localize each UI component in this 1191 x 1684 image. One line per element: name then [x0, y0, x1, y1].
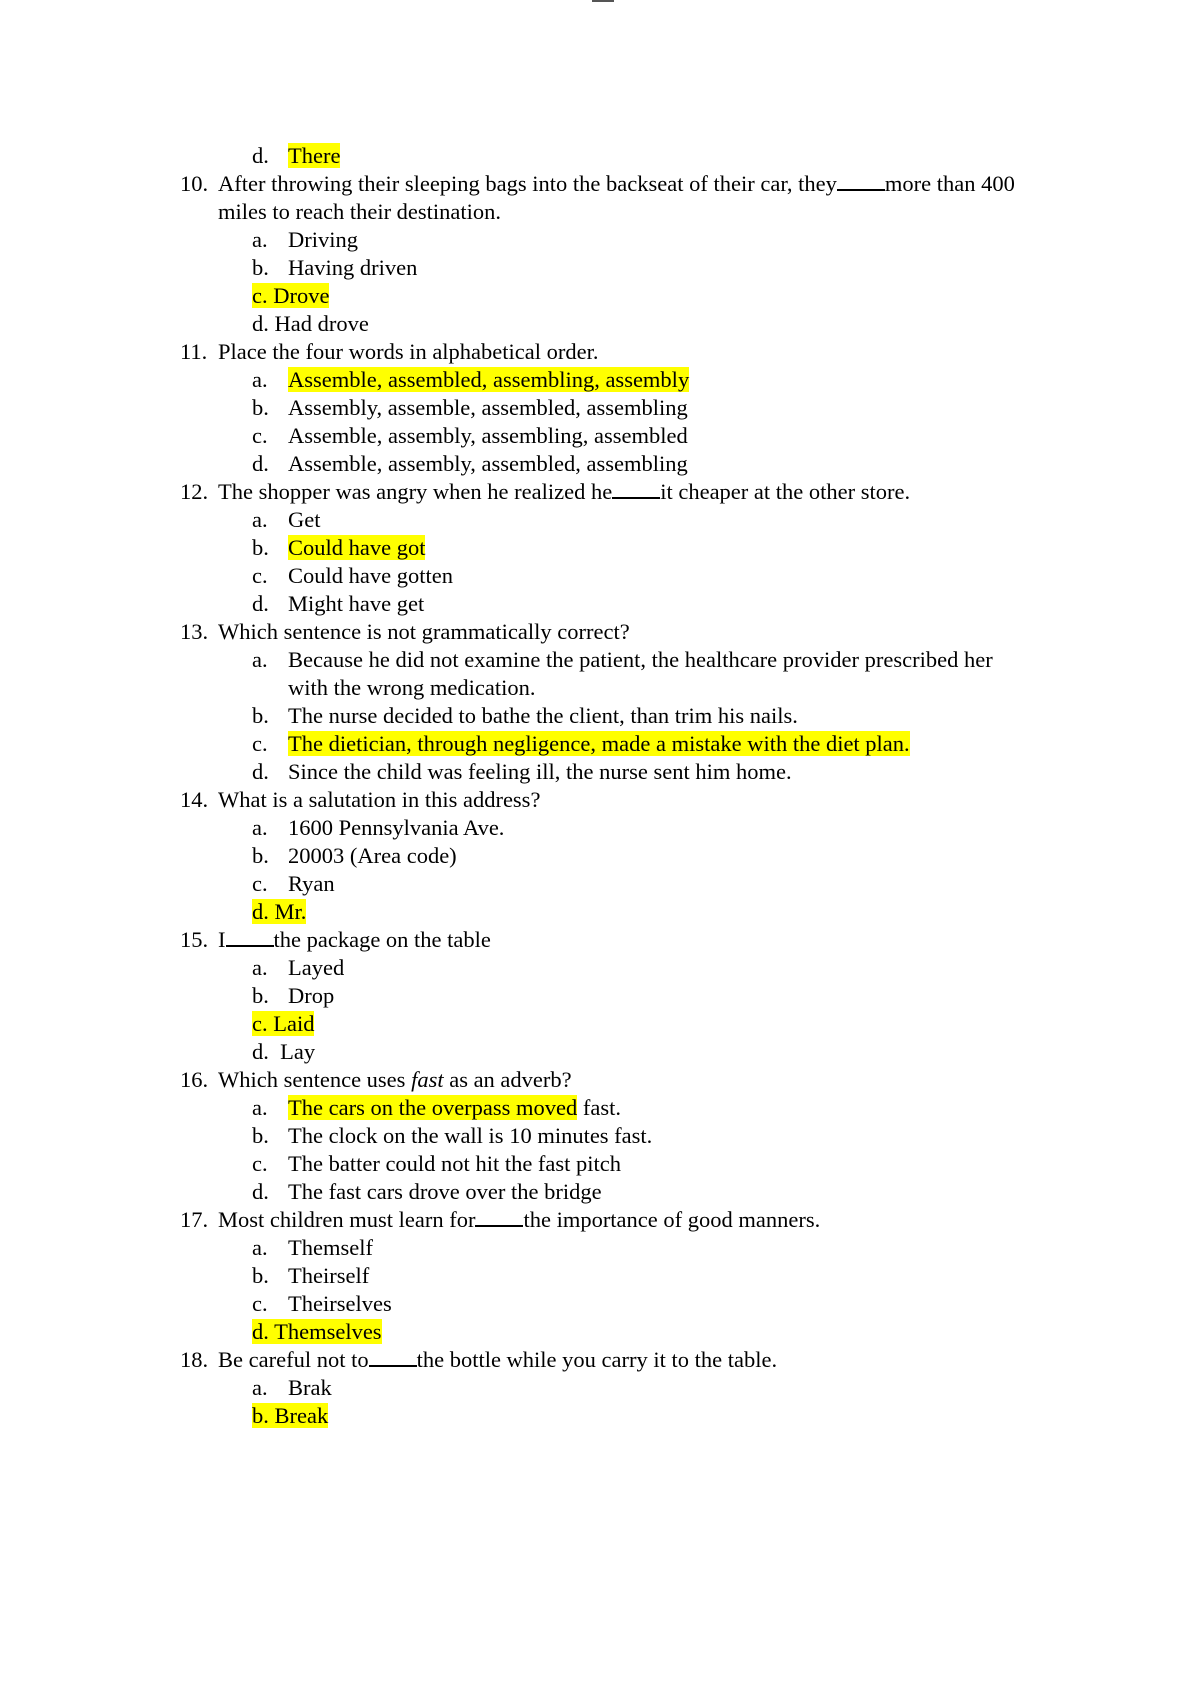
- option-line: [252, 842, 457, 870]
- option-letter: d.: [252, 1179, 269, 1204]
- option-letter: a.: [252, 1235, 268, 1260]
- option-text: Themself: [288, 1235, 373, 1260]
- question-text-after: the importance of good manners.: [523, 1207, 821, 1232]
- question-text-after: as an adverb?: [449, 1067, 572, 1092]
- option-letter: b.: [252, 1403, 269, 1428]
- option-letter: b.: [252, 535, 269, 560]
- header-mark: [592, 0, 614, 2]
- option-letter: b.: [252, 983, 269, 1008]
- question-10: [180, 170, 1015, 198]
- option-line: [252, 954, 344, 982]
- option-text: The fast cars drove over the bridge: [288, 1179, 602, 1204]
- option-line: [252, 730, 910, 758]
- question-15: [180, 926, 491, 954]
- option-line: [252, 422, 688, 450]
- option-letter: d.: [252, 143, 269, 168]
- question-text: Most children must learn for: [218, 1207, 476, 1232]
- option-line: [252, 1150, 621, 1178]
- option-text: Ryan: [288, 871, 335, 896]
- option-text-tail: fast.: [582, 1095, 622, 1120]
- question-number: 14.: [180, 787, 209, 812]
- option-text-highlighted: The dietician, through negligence, made a mistake with the diet plan.: [288, 731, 910, 756]
- option-line: [252, 1318, 382, 1346]
- option-text: Assembly, assemble, assembled, assembling: [288, 395, 688, 420]
- option-text: Assemble, assembly, assembled, assembling: [288, 451, 688, 476]
- option-text: Layed: [288, 955, 345, 980]
- option-letter: d.: [252, 1039, 269, 1064]
- option-highlighted: [252, 283, 329, 308]
- question-text-after: it cheaper at the other store.: [660, 479, 911, 504]
- option-line: [252, 450, 688, 478]
- answer-blank: [226, 927, 274, 947]
- option-continuation: with the wrong medication.: [288, 675, 536, 700]
- option-text: Brak: [288, 1375, 332, 1400]
- option-letter: a.: [252, 955, 268, 980]
- option-letter: b.: [252, 255, 269, 280]
- option-letter: c.: [252, 1291, 268, 1316]
- question-16: [180, 1066, 572, 1094]
- option-letter: b.: [252, 703, 269, 728]
- option-text: Having driven: [288, 255, 418, 280]
- question-text: Place the four words in alphabetical order.: [218, 339, 599, 364]
- option-letter: a.: [252, 227, 268, 252]
- option-text: Driving: [288, 227, 358, 252]
- option-line: [252, 758, 792, 786]
- question-text: Which sentence uses: [218, 1067, 406, 1092]
- option-text: 1600 Pennsylvania Ave.: [288, 815, 505, 840]
- option-line: [252, 982, 334, 1010]
- option-highlighted: [252, 1011, 314, 1036]
- option-text-highlighted: The cars on the overpass moved: [288, 1095, 578, 1120]
- question-number: 18.: [180, 1347, 209, 1372]
- option-line: [252, 1234, 373, 1262]
- option-line: [252, 562, 453, 590]
- option-letter: d.: [252, 591, 269, 616]
- question-text-after: more than 400: [884, 171, 1015, 196]
- question-number: 13.: [180, 619, 209, 644]
- option-highlighted: [252, 899, 306, 924]
- option-line: [252, 534, 425, 562]
- option-letter: a.: [252, 507, 268, 532]
- option-letter: c.: [252, 283, 268, 308]
- question-number: 10.: [180, 171, 209, 196]
- option-text-highlighted: Assemble, assembled, assembling, assembly: [288, 367, 690, 392]
- option-line: [252, 310, 369, 338]
- question-text-after: the package on the table: [273, 927, 491, 952]
- question-17: [180, 1206, 820, 1234]
- option-letter: a.: [252, 1095, 268, 1120]
- question-text: I: [218, 927, 226, 952]
- question-number: 12.: [180, 479, 209, 504]
- option-text: Theirselves: [288, 1291, 392, 1316]
- option-letter: c.: [252, 563, 268, 588]
- question-continuation: miles to reach their destination.: [218, 199, 502, 224]
- question-number: 17.: [180, 1207, 209, 1232]
- option-highlighted: [252, 1319, 382, 1344]
- answer-blank: [612, 479, 660, 499]
- question-number: 15.: [180, 927, 209, 952]
- option-line: [252, 394, 688, 422]
- option-line: [252, 282, 329, 310]
- option-line: [252, 1010, 314, 1038]
- option-line: [252, 702, 798, 730]
- option-text: Get: [288, 507, 321, 532]
- option-letter: d.: [252, 451, 269, 476]
- option-text: Might have get: [288, 591, 425, 616]
- option-line: [252, 870, 335, 898]
- option-text: 20003 (Area code): [288, 843, 457, 868]
- option-line: [252, 226, 358, 254]
- answer-blank: [475, 1207, 523, 1227]
- option-letter: c.: [252, 871, 268, 896]
- option-line: [252, 1038, 315, 1066]
- question-text-after: the bottle while you carry it to the table.: [416, 1347, 778, 1372]
- question-13: [180, 618, 630, 646]
- option-line: [252, 1094, 621, 1122]
- question-text: Be careful not to: [218, 1347, 369, 1372]
- option-line: [252, 366, 689, 394]
- option-text: Mr.: [274, 899, 307, 924]
- option-text: The nurse decided to bathe the client, than trim his nails.: [288, 703, 798, 728]
- option-text: Since the child was feeling ill, the nurse sent him home.: [288, 759, 792, 784]
- question-text-italic: fast: [411, 1067, 444, 1092]
- option-letter: a.: [252, 367, 268, 392]
- option-text: Because he did not examine the patient, the healthcare provider prescribed her: [288, 647, 993, 672]
- option-text: Break: [274, 1403, 329, 1428]
- option-letter: c.: [252, 1011, 268, 1036]
- option-letter: d.: [252, 899, 269, 924]
- option-letter: a.: [252, 1375, 268, 1400]
- option-letter: c.: [252, 1151, 268, 1176]
- question-12: [180, 478, 910, 506]
- option-letter: d.: [252, 759, 269, 784]
- option-text: The batter could not hit the fast pitch: [288, 1151, 622, 1176]
- question-text: The shopper was angry when he realized he: [218, 479, 613, 504]
- option-text: Drop: [288, 983, 335, 1008]
- option-text: Assemble, assembly, assembling, assembled: [288, 423, 688, 448]
- option-line: [252, 1402, 328, 1430]
- question-number: 16.: [180, 1067, 209, 1092]
- option-text: Drove: [273, 283, 330, 308]
- option-text: Themselves: [274, 1319, 382, 1344]
- option-letter: b.: [252, 395, 269, 420]
- option-text: Lay: [280, 1039, 316, 1064]
- option-text-highlighted: Could have got: [288, 535, 426, 560]
- option-line: [252, 1178, 602, 1206]
- option-line: [252, 254, 417, 282]
- option-line: [252, 646, 993, 674]
- option-letter: b.: [252, 1123, 269, 1148]
- option-line: [252, 1122, 652, 1150]
- option-text-highlighted: There: [288, 143, 341, 168]
- question-number: 11.: [180, 339, 208, 364]
- option-line: [252, 590, 424, 618]
- option-text: Laid: [273, 1011, 315, 1036]
- option-highlighted: [252, 1403, 328, 1428]
- question-18: [180, 1346, 777, 1374]
- option-letter: d.: [252, 311, 269, 336]
- question-11: [180, 338, 599, 366]
- option-line: [252, 142, 340, 170]
- option-line: [252, 506, 321, 534]
- option-letter: d.: [252, 1319, 269, 1344]
- question-text: Which sentence is not grammatically correct?: [218, 619, 630, 644]
- option-line: [252, 1262, 369, 1290]
- option-letter: b.: [252, 843, 269, 868]
- option-text: Theirself: [288, 1263, 370, 1288]
- question-14: [180, 786, 540, 814]
- option-line: [252, 1374, 332, 1402]
- option-line: [252, 898, 306, 926]
- option-text: Had drove: [274, 311, 369, 336]
- option-text: Could have gotten: [288, 563, 453, 588]
- answer-blank: [369, 1347, 417, 1367]
- option-line: [252, 1290, 392, 1318]
- option-line: [252, 814, 504, 842]
- option-letter: a.: [252, 647, 268, 672]
- question-text: What is a salutation in this address?: [218, 787, 541, 812]
- option-text: The clock on the wall is 10 minutes fast.: [288, 1123, 653, 1148]
- question-text: After throwing their sleeping bags into the backseat of their car, they: [218, 171, 837, 196]
- option-letter: c.: [252, 423, 268, 448]
- option-letter: b.: [252, 1263, 269, 1288]
- option-letter: a.: [252, 815, 268, 840]
- option-letter: c.: [252, 731, 268, 756]
- answer-blank: [837, 171, 885, 191]
